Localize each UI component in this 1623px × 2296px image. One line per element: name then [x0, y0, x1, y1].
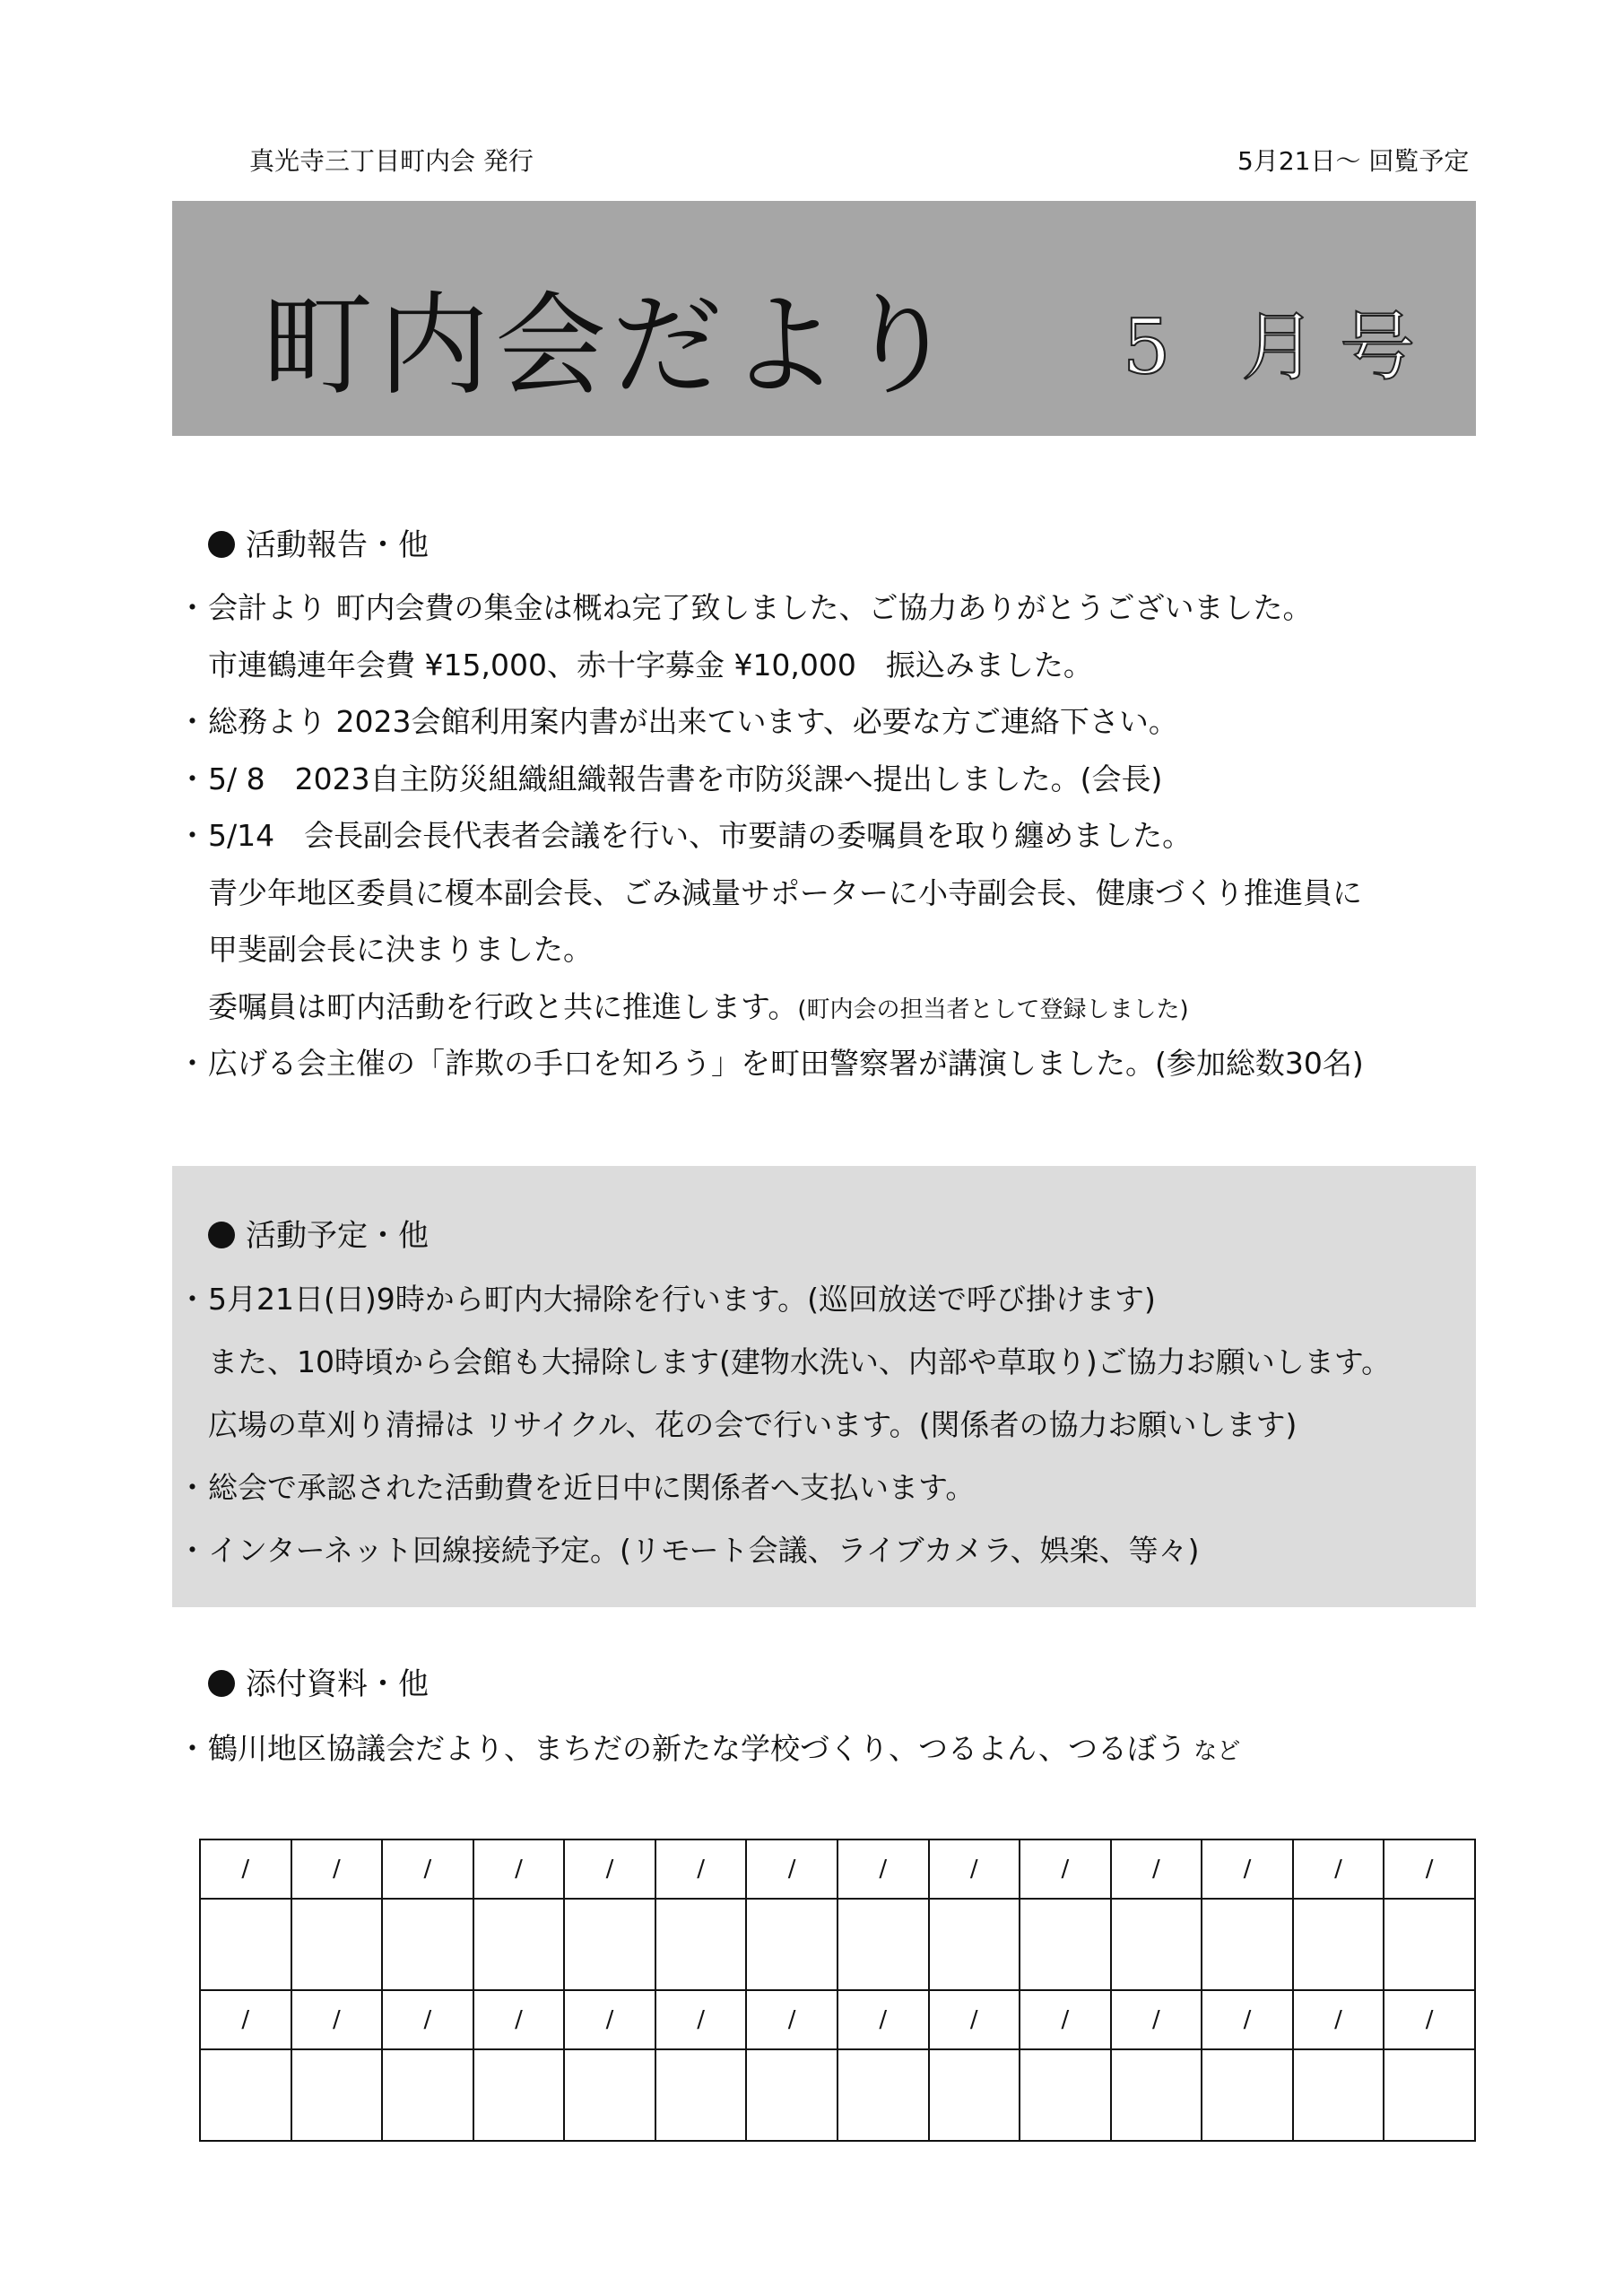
- plans-line: [178, 1339, 1469, 1381]
- date-cell: /: [1384, 1839, 1475, 1899]
- line-text: 総会で承認された活動費を近日中に関係者へ支払います。: [208, 1470, 976, 1505]
- date-cell: /: [291, 1990, 383, 2049]
- plans-line: [178, 1465, 1469, 1507]
- reports-line: [178, 813, 1469, 855]
- line-text: 鶴川地区協議会だより、まちだの新たな学校づくり、つるよん、つるぼう: [208, 1731, 1186, 1766]
- stamp-cell: [291, 2049, 383, 2141]
- bullet-mark: ・: [178, 761, 207, 796]
- plans-line: [178, 1402, 1469, 1444]
- issue-label: 5 月号: [1123, 303, 1439, 391]
- attachments-line: [178, 1726, 1469, 1768]
- stamp-cell: [1293, 1899, 1384, 1990]
- date-cell: /: [564, 1990, 655, 2049]
- date-cell: /: [382, 1990, 473, 2049]
- plans-heading-text: 活動予定・他: [246, 1218, 429, 1254]
- line-text: 広げる会主催の「詐欺の手口を知ろう」を町田警察署が講演しました。(参加総数30名): [208, 1046, 1364, 1081]
- circulation-date-label: 5月21日～ 回覧予定: [1237, 146, 1470, 176]
- line-note: など: [1185, 1738, 1241, 1765]
- attachments-heading: [208, 1659, 429, 1703]
- plans-line: [178, 1276, 1469, 1318]
- bullet-mark: ・: [178, 1731, 207, 1766]
- line-text: また、10時頃から会館も大掃除します(建物水洗い、内部や草取り)ご協力お願いします。: [208, 1344, 1392, 1379]
- stamp-cell: [1384, 1899, 1475, 1990]
- date-row: [200, 1990, 1475, 2049]
- reports-line: [178, 984, 1469, 1026]
- bullet-mark: ・: [178, 1282, 207, 1317]
- stamp-cell: [1202, 1899, 1293, 1990]
- stamp-cell: [564, 2049, 655, 2141]
- date-cell: /: [746, 1839, 838, 1899]
- stamp-cell: [746, 1899, 838, 1990]
- title-banner: [172, 201, 1476, 436]
- reports-line: [178, 756, 1469, 798]
- reports-line: [178, 870, 1469, 912]
- line-text: 5/14 会長副会長代表者会議を行い、市要請の委嘱員を取り纏めました。: [208, 818, 1193, 853]
- date-cell: /: [291, 1839, 383, 1899]
- stamp-cell: [382, 2049, 473, 2141]
- stamp-cell: [929, 1899, 1020, 1990]
- stamp-row: [200, 1899, 1475, 1990]
- date-cell: /: [1020, 1839, 1111, 1899]
- reports-line: [178, 699, 1469, 741]
- stamp-cell: [1111, 2049, 1202, 2141]
- date-cell: /: [1293, 1839, 1384, 1899]
- date-cell: /: [1293, 1990, 1384, 2049]
- stamp-cell: [1384, 2049, 1475, 2141]
- bullet-mark: ・: [178, 1046, 207, 1081]
- newsletter-title: 町内会だより: [262, 282, 962, 411]
- date-cell: /: [929, 1990, 1020, 2049]
- stamp-cell: [746, 2049, 838, 2141]
- reports-heading: [208, 520, 429, 564]
- date-cell: /: [655, 1990, 747, 2049]
- reports-line: [178, 642, 1469, 684]
- date-cell: /: [1111, 1839, 1202, 1899]
- line-text: 市連鶴連年会費 ¥15,000、赤十字募金 ¥10,000 振込みました。: [208, 647, 1093, 683]
- stamp-cell: [1202, 2049, 1293, 2141]
- date-cell: /: [200, 1839, 291, 1899]
- stamp-cell: [655, 2049, 747, 2141]
- date-cell: /: [1202, 1990, 1293, 2049]
- line-text: 広場の草刈り清掃は リサイクル、花の会で行います。(関係者の協力お願いします): [208, 1407, 1298, 1442]
- line-text: 青少年地区委員に榎本副会長、ごみ減量サポーターに小寺副会長、健康づくり推進員に: [208, 874, 1362, 910]
- stamp-cell: [200, 1899, 291, 1990]
- stamp-cell: [1020, 1899, 1111, 1990]
- date-cell: /: [1384, 1990, 1475, 2049]
- line-text: 5/ 8 2023自主防災組織組織報告書を市防災課へ提出しました。(会長): [208, 761, 1163, 796]
- stamp-cell: [838, 1899, 929, 1990]
- attachments-heading-text: 添付資料・他: [246, 1666, 429, 1702]
- plans-heading: [208, 1211, 429, 1255]
- bullet-dot-icon: [208, 1222, 235, 1248]
- date-cell: /: [1202, 1839, 1293, 1899]
- line-text: 5月21日(日)9時から町内大掃除を行います。(巡回放送で呼び掛けます): [208, 1282, 1156, 1317]
- circulation-grid: [199, 1839, 1476, 2138]
- stamp-cell: [382, 1899, 473, 1990]
- stamp-cell: [1111, 1899, 1202, 1990]
- reports-heading-text: 活動報告・他: [246, 527, 429, 563]
- date-cell: /: [1111, 1990, 1202, 2049]
- stamp-cell: [838, 2049, 929, 2141]
- stamp-cell: [929, 2049, 1020, 2141]
- reports-line: [178, 585, 1469, 627]
- date-cell: /: [564, 1839, 655, 1899]
- plans-line: [178, 1527, 1469, 1570]
- bullet-mark: ・: [178, 818, 207, 853]
- circulation-table: [199, 1839, 1476, 2142]
- bullet-mark: ・: [178, 590, 207, 625]
- bullet-mark: ・: [178, 1470, 207, 1505]
- line-text: インターネット回線接続予定。(リモート会議、ライブカメラ、娯楽、等々): [208, 1533, 1200, 1568]
- stamp-cell: [291, 1899, 383, 1990]
- date-cell: /: [746, 1990, 838, 2049]
- stamp-cell: [1020, 2049, 1111, 2141]
- stamp-cell: [564, 1899, 655, 1990]
- date-cell: /: [838, 1990, 929, 2049]
- stamp-cell: [473, 2049, 565, 2141]
- date-cell: /: [838, 1839, 929, 1899]
- date-cell: /: [382, 1839, 473, 1899]
- date-cell: /: [473, 1839, 565, 1899]
- date-row: [200, 1839, 1475, 1899]
- bullet-mark: ・: [178, 704, 207, 739]
- stamp-cell: [473, 1899, 565, 1990]
- stamp-cell: [1293, 2049, 1384, 2141]
- line-text: 委嘱員は町内活動を行政と共に推進します。: [208, 988, 798, 1024]
- reports-line: [178, 1040, 1469, 1083]
- date-cell: /: [473, 1990, 565, 2049]
- stamp-cell: [200, 2049, 291, 2141]
- line-text: 総務より 2023会館利用案内書が出来ています、必要な方ご連絡下さい。: [208, 704, 1178, 739]
- line-text: 甲斐副会長に決まりました。: [208, 932, 593, 967]
- bullet-dot-icon: [208, 1670, 235, 1697]
- date-cell: /: [655, 1839, 747, 1899]
- stamp-row: [200, 2049, 1475, 2141]
- line-note: (町内会の担当者として登録しました): [797, 996, 1189, 1023]
- bullet-mark: ・: [178, 1533, 207, 1568]
- publisher-label: 真光寺三丁目町内会 発行: [249, 146, 534, 176]
- reports-line: [178, 926, 1469, 969]
- stamp-cell: [655, 1899, 747, 1990]
- bullet-dot-icon: [208, 531, 235, 558]
- date-cell: /: [200, 1990, 291, 2049]
- line-text: 会計より 町内会費の集金は概ね完了致しました、ご協力ありがとうございました。: [208, 590, 1313, 625]
- date-cell: /: [1020, 1990, 1111, 2049]
- date-cell: /: [929, 1839, 1020, 1899]
